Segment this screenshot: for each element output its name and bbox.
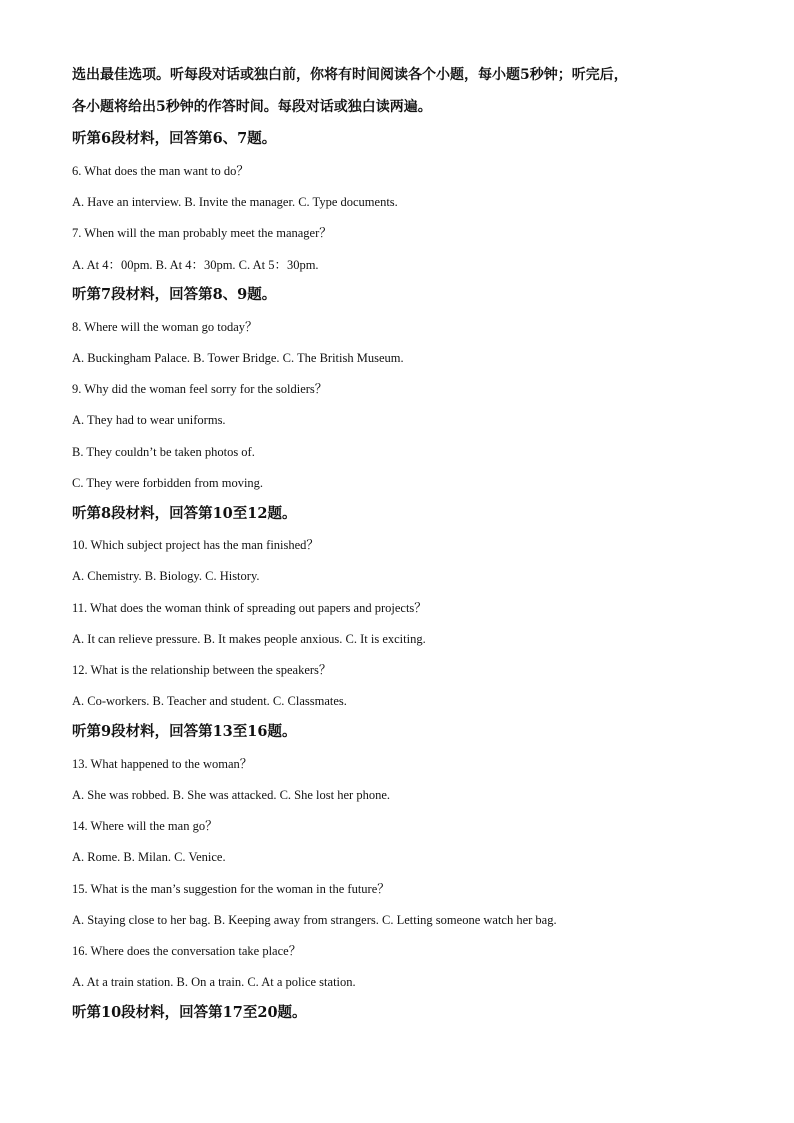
section-heading-10: 听第10段材料，回答第17至20题。 [72, 1004, 307, 1021]
question-8-options: A. Buckingham Palace. B. Tower Bridge. C. The British Museum. [72, 351, 404, 365]
question-9: 9. Why did the woman feel sorry for the soldiers？ [72, 382, 328, 396]
question-9-option-a: A. They had to wear uniforms. [72, 413, 226, 427]
question-7-options: A. At 4：00pm. B. At 4：30pm. C. At 5：30pm. [72, 258, 319, 272]
instruction-line-1: 选出最佳选项。听每段对话或独白前，你将有时间阅读各个小题，每小题5秒钟；听完后， [72, 67, 628, 83]
question-13: 13. What happened to the woman？ [72, 757, 253, 771]
question-11: 11. What does the woman think of spreading out papers and projects？ [72, 601, 427, 615]
question-8: 8. Where will the woman go today？ [72, 320, 258, 334]
question-12: 12. What is the relationship between the speakers？ [72, 663, 332, 677]
question-14-options: A. Rome. B. Milan. C. Venice. [72, 850, 226, 864]
question-16-options: A. At a train station. B. On a train. C. At a police station. [72, 975, 356, 989]
question-9-option-c: C. They were forbidden from moving. [72, 476, 264, 490]
question-12-options: A. Co-workers. B. Teacher and student. C. Classmates. [72, 694, 347, 708]
question-15: 15. What is the man’s suggestion for the woman in the future？ [72, 882, 390, 896]
question-15-options: A. Staying close to her bag. B. Keeping away from strangers. C. Letting someone watch her bag. [72, 913, 557, 927]
question-14: 14. Where will the man go？ [72, 819, 218, 833]
instruction-line-2: 各小题将给出5秒钟的作答时间。每段对话或独白读两遍。 [72, 99, 432, 115]
question-11-options: A. It can relieve pressure. B. It makes people anxious. C. It is exciting. [72, 632, 426, 646]
question-9-option-b: B. They couldn’t be taken photos of. [72, 445, 255, 459]
question-10-options: A. Chemistry. B. Biology. C. History. [72, 569, 260, 583]
section-heading-6: 听第6段材料，回答第6、7题。 [72, 130, 277, 147]
question-7: 7. When will the man probably meet the manager？ [72, 226, 332, 240]
section-heading-8: 听第8段材料，回答第10至12题。 [72, 505, 297, 522]
question-10: 10. Which subject project has the man finished？ [72, 538, 319, 552]
question-13-options: A. She was robbed. B. She was attacked. C. She lost her phone. [72, 788, 390, 802]
question-6: 6. What does the man want to do？ [72, 164, 249, 178]
section-heading-9: 听第9段材料，回答第13至16题。 [72, 723, 297, 740]
question-16: 16. Where does the conversation take place？ [72, 944, 302, 958]
section-heading-7: 听第7段材料，回答第8、9题。 [72, 286, 277, 303]
question-6-options: A. Have an interview. B. Invite the manager. C. Type documents. [72, 195, 398, 209]
